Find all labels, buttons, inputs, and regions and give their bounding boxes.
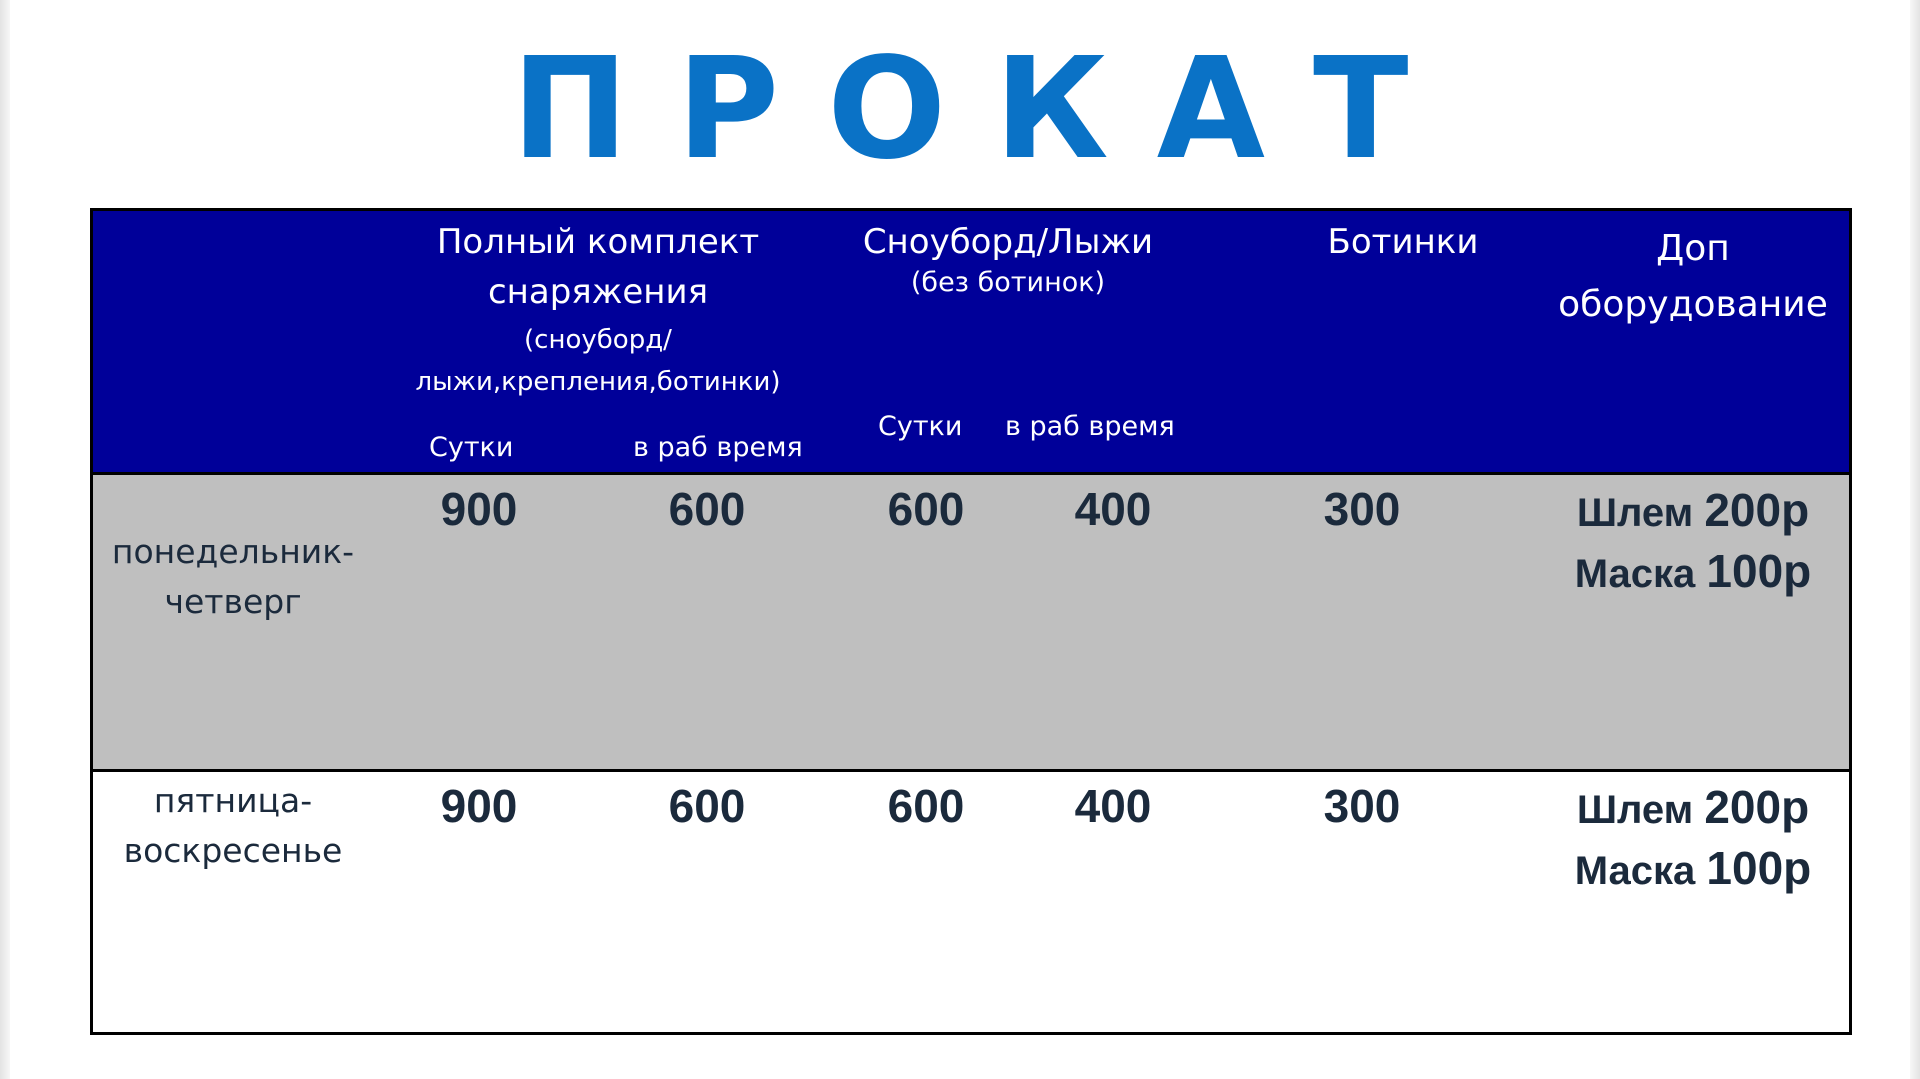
- extra-equipment-prices: [1543, 481, 1843, 603]
- row-day-label: пятница-воскресенье: [123, 781, 343, 870]
- price-full-work-time: 600: [668, 483, 746, 535]
- table-header: [93, 211, 1849, 475]
- mask-price: 100р: [1706, 842, 1812, 894]
- mask-price: 100р: [1706, 545, 1812, 597]
- price-full-work-time: 600: [668, 780, 746, 832]
- price-full-day: 900: [440, 483, 518, 535]
- header-snow-day: Сутки: [878, 411, 963, 442]
- helmet-price: 200р: [1704, 484, 1810, 536]
- extra-equipment-prices: [1543, 778, 1843, 900]
- price-boots: 300: [1323, 780, 1401, 832]
- header-snow-subtitle: (без ботинок): [910, 267, 1106, 298]
- price-snow-work-time: 400: [1074, 483, 1152, 535]
- page-title: ПРОКАТ: [511, 28, 1457, 191]
- helmet-price: 200р: [1704, 781, 1810, 833]
- rental-price-table: [90, 208, 1852, 1035]
- mask-price-line: [1543, 839, 1843, 900]
- header-full-set-work-time: в раб время: [633, 432, 803, 463]
- helmet-label: Шлем: [1576, 788, 1694, 832]
- header-full-set-title: Полный комплект снаряжения: [436, 222, 760, 312]
- helmet-price-line: [1543, 778, 1843, 839]
- mask-price-line: [1543, 542, 1843, 603]
- helmet-label: Шлем: [1576, 491, 1694, 535]
- price-snow-work-time: 400: [1074, 780, 1152, 832]
- header-extra-equipment: Доп оборудование: [1558, 228, 1828, 325]
- header-snow-title: Сноуборд/Лыжи: [862, 222, 1154, 262]
- row-day-label: понедельник-четверг: [111, 532, 355, 621]
- mask-label: Маска: [1574, 849, 1696, 893]
- header-snow-work-time: в раб время: [1005, 411, 1175, 442]
- price-snow-day: 600: [887, 780, 965, 832]
- table-row-weekday: [93, 475, 1849, 772]
- price-snow-day: 600: [887, 483, 965, 535]
- price-full-day: 900: [440, 780, 518, 832]
- header-full-set-day: Сутки: [429, 432, 514, 463]
- helmet-price-line: [1543, 481, 1843, 542]
- table-row-weekend: [93, 772, 1849, 1032]
- price-boots: 300: [1323, 483, 1401, 535]
- header-boots: Ботинки: [1327, 222, 1479, 262]
- header-full-set-subtitle: (сноуборд/лыжи,крепления,ботинки): [415, 325, 781, 397]
- mask-label: Маска: [1574, 552, 1696, 596]
